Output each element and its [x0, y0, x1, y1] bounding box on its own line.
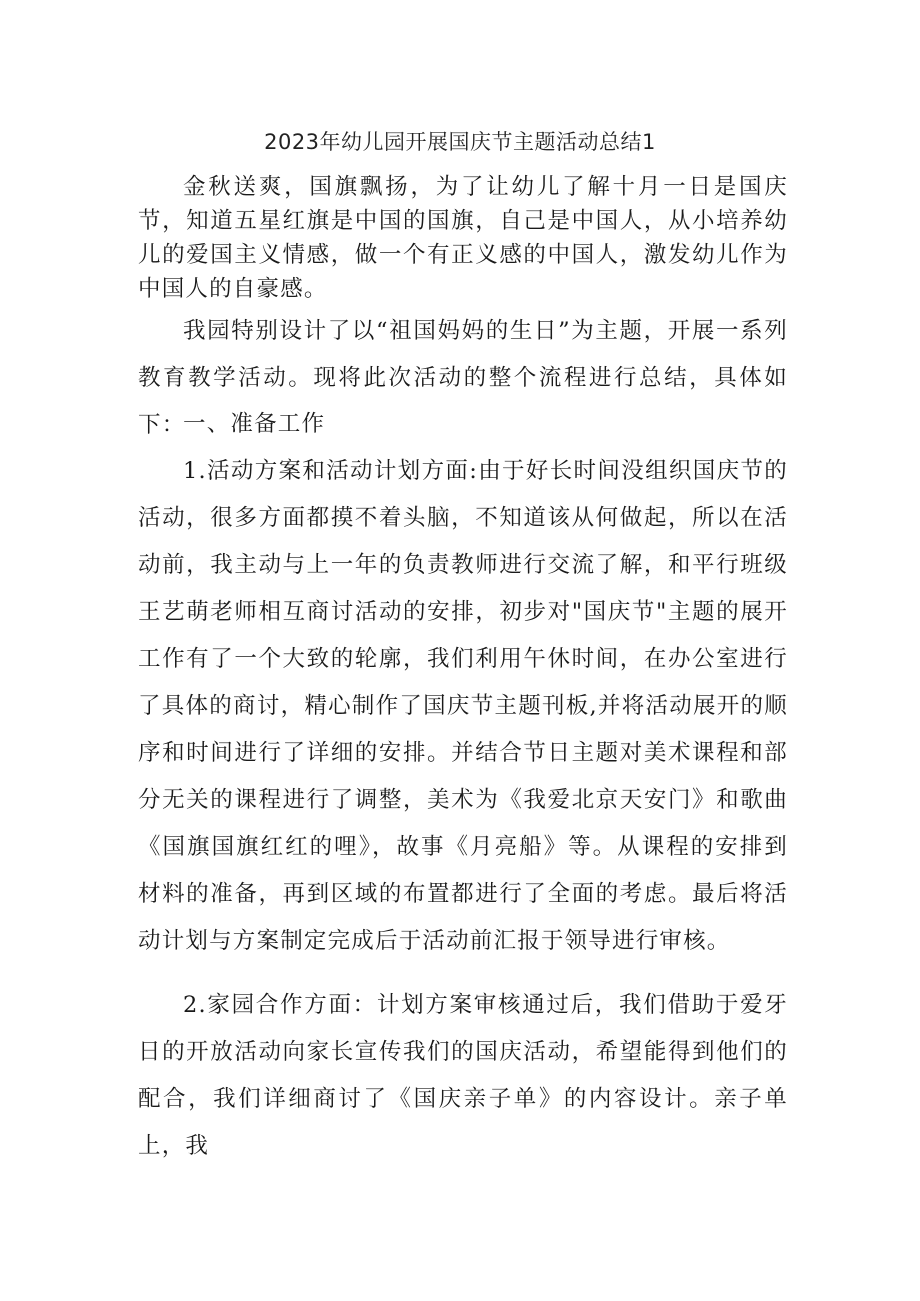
document-title: 2023年幼儿园开展国庆节主题活动总结1: [264, 130, 656, 154]
paragraph-home-cooperation: 2.家园合作方面：计划方案审核通过后，我们借助于爱牙日的开放活动向家长宣传我们的国庆活动，希望能得到他们的配合，我们详细商讨了《国庆亲子单》的内容设计。亲子单上，我: [138, 992, 788, 1159]
paragraph-intro: 金秋送爽，国旗飘扬，为了让幼儿了解十月一日是国庆节，知道五星红旗是中国的国旗，自己是中国人，从小培养幼儿的爱国主义情感，做一个有正义感的中国人，激发幼儿作为中国人的自豪感。: [138, 174, 788, 302]
section-heading-preparation: 一、准备工作: [183, 411, 326, 437]
paragraph-theme: 我园特别设计了以“祖国妈妈的生日”为主题，开展一系列教育教学活动。现将此次活动的整个流程进行总结，具体如下：: [138, 318, 788, 438]
paragraph-plan: 1.活动方案和活动计划方面:由于好长时间没组织国庆节的活动，很多方面都摸不着头脑，不知道该从何做起，所以在活动前，我主动与上一年的负责教师进行交流了解，和平行班级王艺萌老师相互商讨活动的安排，初步对"国庆节"主题的展开工作有了一个大致的轮廓，我们利用午休时间，在办公室进行了具体的商讨，精心制作了国庆节主题刊板,并将活动展开的顺序和时间进行了详细的安排。并结合节日主题对美术课程和部分无关的课程进行了调整，美术为《我爱北京天安门》和歌曲《国旗国旗红红的哩》，故事《月亮船》等。从课程的安排到材料的准备，再到区域的布置都进行了全面的考虑。最后将活动计划与方案制定完成后于活动前汇报于领导进行审核。: [138, 458, 788, 954]
